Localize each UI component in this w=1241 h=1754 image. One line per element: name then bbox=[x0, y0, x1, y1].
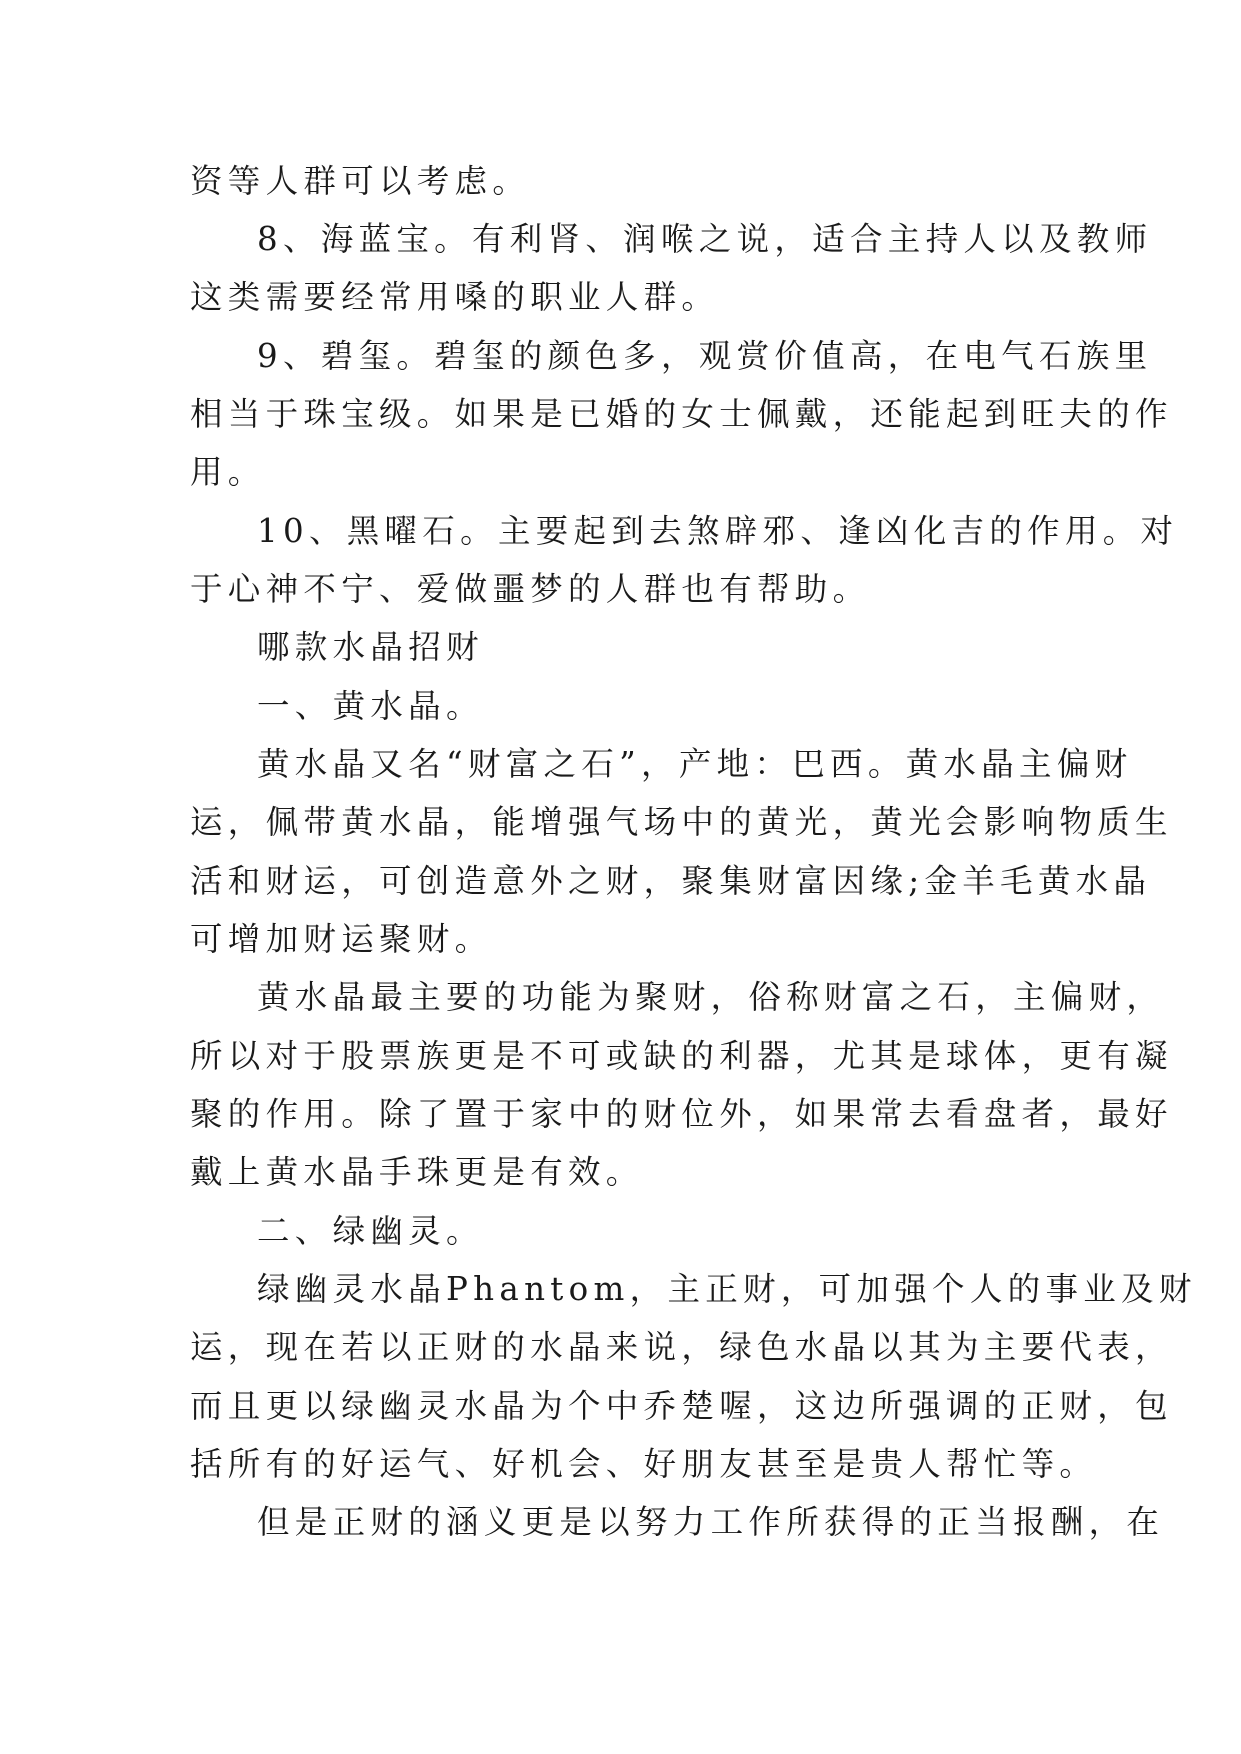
text-line: 黄水晶又名“财富之石”，产地：巴西。黄水晶主偏财 bbox=[257, 745, 1133, 783]
section-heading: 哪款水晶招财 bbox=[257, 628, 484, 666]
text-line: 9、碧玺。碧玺的颜色多，观赏价值高，在电气石族里 bbox=[257, 337, 1153, 375]
text-line: 用。 bbox=[190, 453, 266, 491]
subsection-heading: 二、绿幽灵。 bbox=[257, 1212, 484, 1250]
text-line: 8、海蓝宝。有利肾、润喉之说，适合主持人以及教师 bbox=[257, 220, 1153, 258]
text-line: 资等人群可以考虑。 bbox=[190, 162, 531, 200]
text-line: 绿幽灵水晶Phantom，主正财，可加强个人的事业及财 bbox=[257, 1270, 1197, 1308]
text-line: 而且更以绿幽灵水晶为个中乔楚喔，这边所强调的正财，包 bbox=[190, 1387, 1173, 1425]
text-line: 相当于珠宝级。如果是已婚的女士佩戴，还能起到旺夫的作 bbox=[190, 395, 1173, 433]
text-line: 于心神不宁、爱做噩梦的人群也有帮助。 bbox=[190, 570, 871, 608]
text-line: 括所有的好运气、好机会、好朋友甚至是贵人帮忙等。 bbox=[190, 1445, 1098, 1483]
text-line: 所以对于股票族更是不可或缺的利器，尤其是球体，更有凝 bbox=[190, 1037, 1173, 1075]
text-line: 聚的作用。除了置于家中的财位外，如果常去看盘者，最好 bbox=[190, 1095, 1173, 1133]
text-line: 黄水晶最主要的功能为聚财，俗称财富之石，主偏财， bbox=[257, 978, 1165, 1016]
subsection-heading: 一、黄水晶。 bbox=[257, 687, 484, 725]
text-line: 戴上黄水晶手珠更是有效。 bbox=[190, 1153, 644, 1191]
text-line: 运，佩带黄水晶，能增强气场中的黄光，黄光会影响物质生 bbox=[190, 803, 1173, 841]
text-line: 可增加财运聚财。 bbox=[190, 920, 493, 958]
text-line: 但是正财的涵义更是以努力工作所获得的正当报酬，在 bbox=[257, 1503, 1165, 1541]
text-line: 这类需要经常用嗓的职业人群。 bbox=[190, 278, 720, 316]
text-line: 10、黑曜石。主要起到去煞辟邪、逢凶化吉的作用。对 bbox=[257, 512, 1179, 550]
text-line: 活和财运，可创造意外之财，聚集财富因缘;金羊毛黄水晶 bbox=[190, 862, 1152, 900]
text-line: 运，现在若以正财的水晶来说，绿色水晶以其为主要代表， bbox=[190, 1328, 1173, 1366]
